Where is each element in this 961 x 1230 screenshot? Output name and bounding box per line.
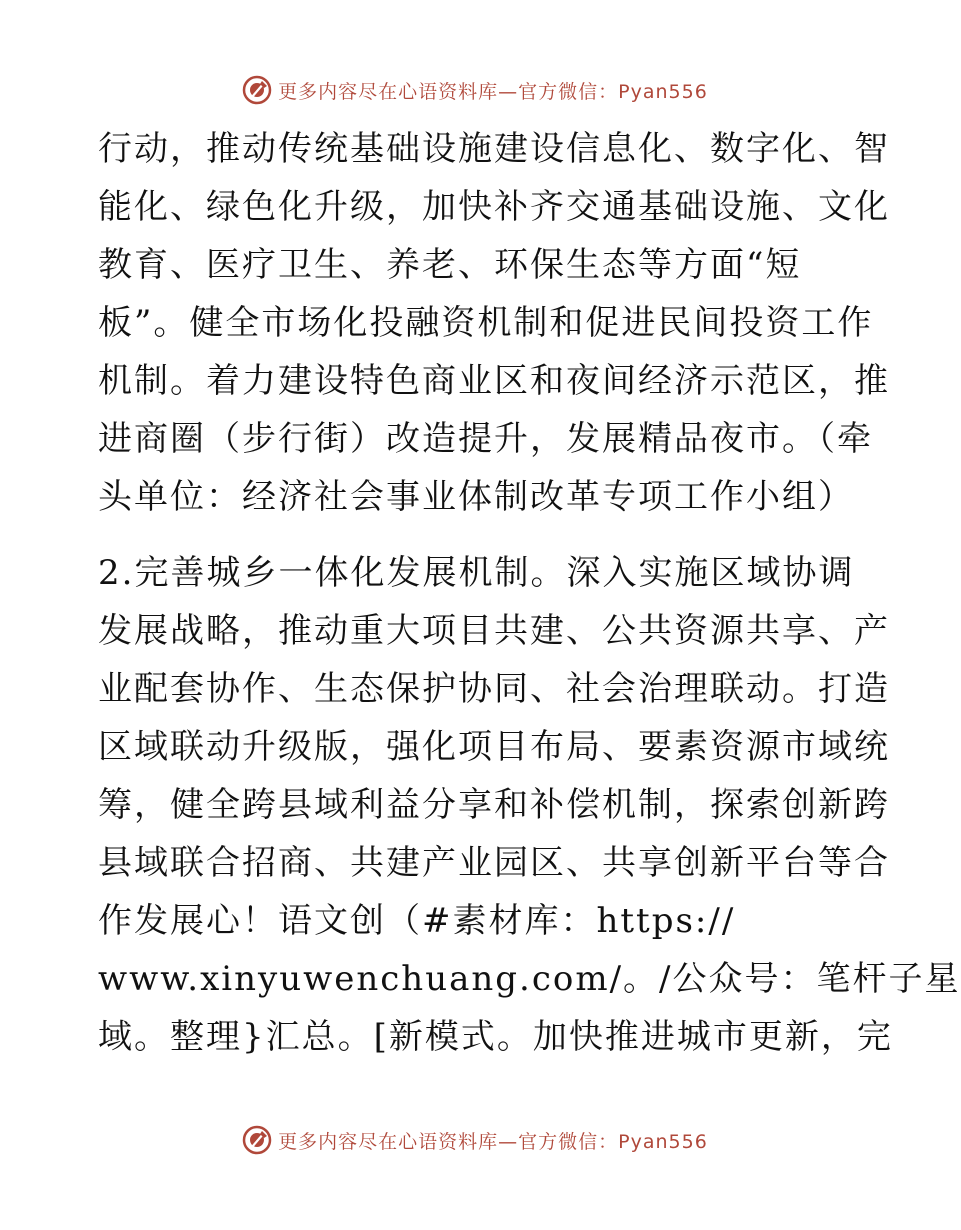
text-line: 能化、绿色化升级，加快补齐交通基础设施、文化 xyxy=(98,187,890,227)
text-line: 筹，健全跨县域利益分享和补偿机制，探索创新跨 xyxy=(98,785,890,825)
text-line: 发展战略，推动重大项目共建、公共资源共享、产 xyxy=(98,611,890,651)
text-line: 作发展心！语文创（#素材库：https:// xyxy=(98,901,736,941)
paragraph-2 xyxy=(98,544,961,1066)
text-line: 头单位：经济社会事业体制改革专项工作小组） xyxy=(98,477,854,517)
text-line: 行动，推动传统基础设施建设信息化、数字化、智 xyxy=(98,129,890,169)
text-line: 2.完善城乡一体化发展机制。深入实施区域协调 xyxy=(98,553,855,593)
text-line: 区域联动升级版，强化项目布局、要素资源市域统 xyxy=(98,727,890,767)
document-body xyxy=(98,120,961,1066)
text-line: 板”。健全市场化投融资机制和促进民间投资工作 xyxy=(98,303,874,343)
text-line: 域。整理}汇总。[新模式。加快推进城市更新，完 xyxy=(98,1017,893,1057)
footer-banner xyxy=(0,1122,950,1158)
text-line: 进商圈（步行街）改造提升，发展精品夜市。（牵 xyxy=(98,419,873,459)
footer-banner-text: 更多内容尽在心语资料库—官方微信：Pyan556 xyxy=(278,1130,708,1153)
text-line: 教育、医疗卫生、养老、环保生态等方面“短 xyxy=(98,245,802,285)
text-line: 业配套协作、生态保护协同、社会治理联动。打造 xyxy=(98,669,890,709)
text-line: 县域联合招商、共建产业园区、共享创新平台等合 xyxy=(98,843,890,883)
paragraph-gap xyxy=(98,526,858,544)
header-banner xyxy=(0,72,950,108)
text-line: 机制。着力建设特色商业区和夜间经济示范区，推 xyxy=(98,361,890,401)
pen-logo-icon xyxy=(242,1125,272,1155)
header-banner-text: 更多内容尽在心语资料库—官方微信：Pyan556 xyxy=(278,80,708,103)
paragraph-1 xyxy=(98,120,890,526)
text-line: www.xinyuwenchuang.com/。/公众号：笔杆子星 xyxy=(98,959,961,999)
pen-logo-icon xyxy=(242,75,272,105)
